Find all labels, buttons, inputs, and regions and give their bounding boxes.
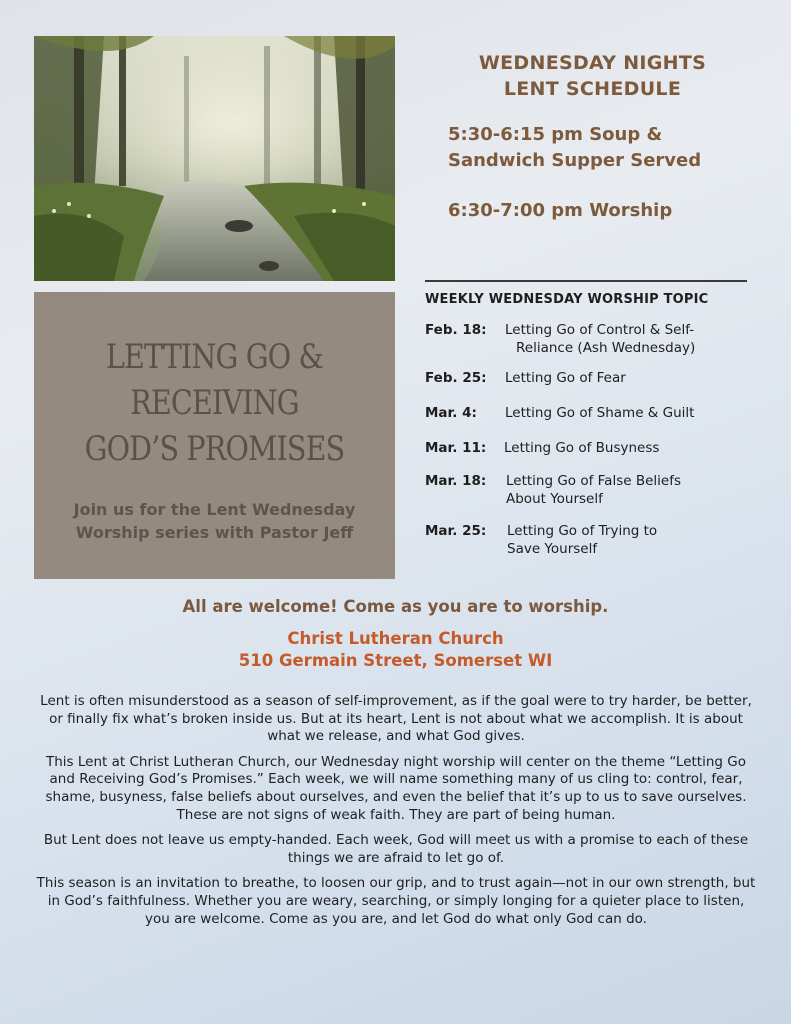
topic-line2: Save Yourself bbox=[507, 541, 598, 557]
topic-description bbox=[507, 522, 657, 558]
worship-topics bbox=[425, 292, 765, 558]
topic-item bbox=[425, 439, 765, 457]
series-title-line2: RECEIVING bbox=[130, 383, 299, 423]
supper-time bbox=[448, 122, 755, 174]
topic-description bbox=[505, 321, 695, 357]
invitation-line2: Worship series with Pastor Jeff bbox=[75, 523, 354, 542]
topic-date: Mar. 18: bbox=[425, 473, 487, 489]
topic-item bbox=[425, 321, 765, 357]
topic-description: Letting Go of Fear bbox=[505, 370, 626, 386]
topic-date: Feb. 18: bbox=[425, 322, 487, 338]
topic-item bbox=[425, 472, 765, 508]
forest-stream-photo bbox=[34, 36, 395, 281]
topic-description bbox=[506, 472, 681, 508]
forest-stream-image bbox=[34, 36, 395, 281]
schedule-heading bbox=[425, 50, 760, 102]
series-title-line1: LETTING GO & bbox=[105, 337, 324, 377]
topic-date: Mar. 11: bbox=[425, 440, 487, 456]
invitation-line1: Join us for the Lent Wednesday bbox=[73, 500, 356, 519]
church-name: Christ Lutheran Church bbox=[287, 629, 504, 648]
invitation-text bbox=[34, 498, 395, 544]
paragraph: This season is an invitation to breathe, to loosen our grip, and to trust again—not in our own strength, but in God’s faithfulness. Whether you are weary, searching, or simply longing for a quieter place to listen, you are welcome. Come as you are, and let God do what only God can do. bbox=[36, 875, 756, 927]
topic-line1: Letting Go of Control & Self- bbox=[505, 322, 695, 338]
church-address: 510 Germain Street, Somerset WI bbox=[238, 651, 553, 670]
topic-item bbox=[425, 404, 765, 422]
supper-line1: 5:30-6:15 pm Soup & bbox=[448, 124, 663, 145]
series-title bbox=[63, 334, 366, 472]
topic-date: Feb. 25: bbox=[425, 370, 487, 386]
topic-description: Letting Go of Shame & Guilt bbox=[505, 405, 695, 421]
church-info bbox=[0, 628, 791, 672]
schedule-heading-line1: WEDNESDAY NIGHTS bbox=[478, 52, 707, 74]
topic-date: Mar. 4: bbox=[425, 405, 477, 421]
welcome-message: All are welcome! Come as you are to worship. bbox=[182, 597, 609, 616]
topic-line2: Reliance (Ash Wednesday) bbox=[516, 340, 696, 356]
divider bbox=[425, 280, 747, 282]
worship-time: 6:30-7:00 pm Worship bbox=[448, 200, 673, 221]
topic-item bbox=[425, 522, 765, 558]
topic-description: Letting Go of Busyness bbox=[504, 440, 660, 456]
topic-item bbox=[425, 369, 765, 387]
topic-line2: About Yourself bbox=[506, 491, 603, 507]
series-title-box bbox=[34, 292, 395, 579]
schedule-heading-line2: LENT SCHEDULE bbox=[503, 78, 682, 100]
topic-line1: Letting Go of False Beliefs bbox=[506, 473, 681, 489]
lent-schedule bbox=[425, 50, 755, 224]
topic-line1: Letting Go of Trying to bbox=[507, 523, 658, 539]
topic-date: Mar. 25: bbox=[425, 523, 487, 539]
paragraph: This Lent at Christ Lutheran Church, our Wednesday night worship will center on the theme “Letting Go and Receiving God’s Promises.” Each week, we will name something many of us cling to: control, fear, shame, busyness, false beliefs about ourselves, and even the belief that it’s up to us to save ourselves. These are not signs of weak faith. They are part of being human. bbox=[45, 753, 747, 823]
topics-heading: WEEKLY WEDNESDAY WORSHIP TOPIC bbox=[425, 292, 709, 307]
series-title-line3: GOD’S PROMISES bbox=[84, 429, 345, 469]
paragraph: Lent is often misunderstood as a season of self-improvement, as if the goal were to try harder, be better, or finally fix what’s broken inside us. But at its heart, Lent is not about what we accomplish. It is about what we release, and what God gives. bbox=[40, 693, 752, 745]
paragraph: But Lent does not leave us empty-handed. Each week, God will meet us with a promise to each of these things we are afraid to let go of. bbox=[43, 832, 749, 866]
supper-line2: Sandwich Supper Served bbox=[448, 150, 702, 171]
description-text bbox=[36, 693, 756, 936]
